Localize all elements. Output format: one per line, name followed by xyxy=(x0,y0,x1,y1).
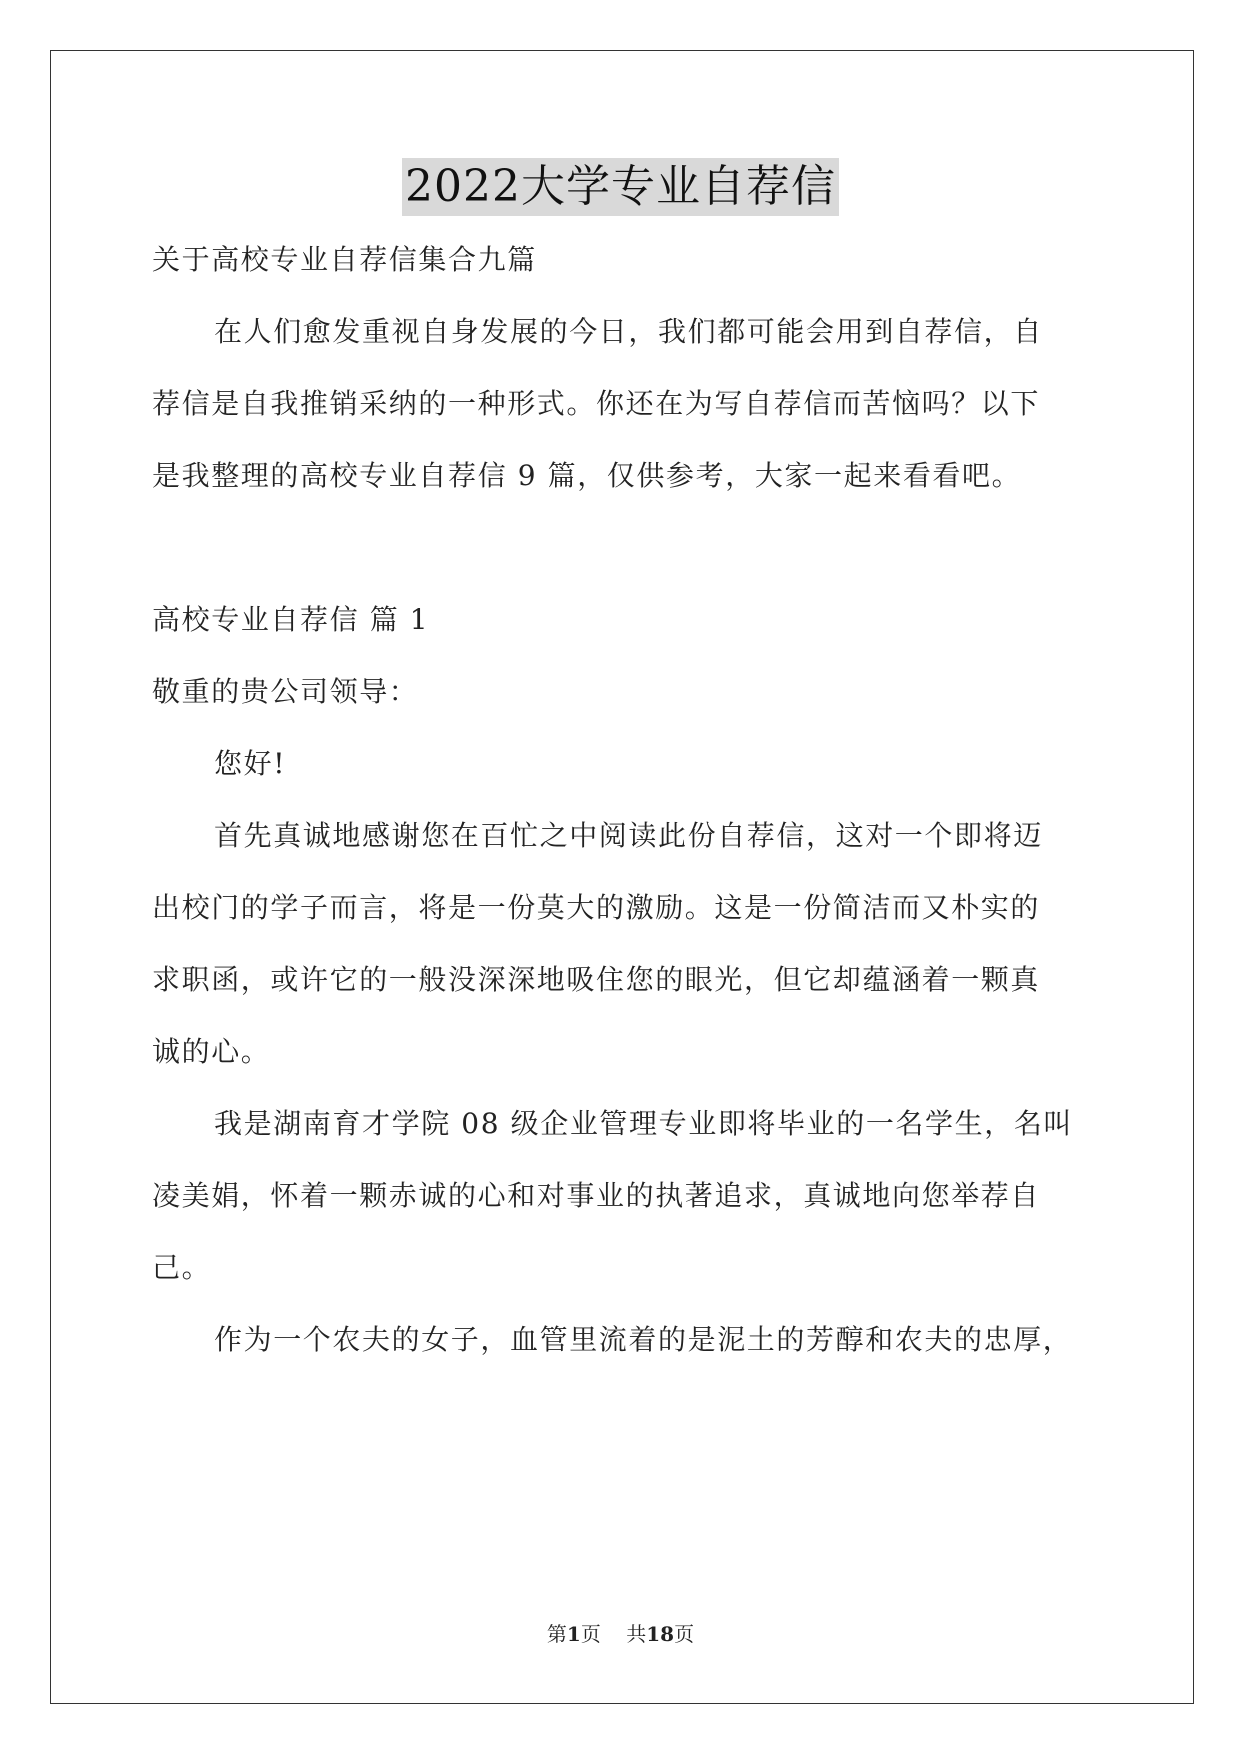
body-line-7: 己。 xyxy=(152,1251,212,1284)
section-heading: 高校专业自荐信 篇 1 xyxy=(152,603,430,636)
body-line-3: 求职函，或许它的一般没深深地吸住您的眼光，但它却蕴涵着一颗真 xyxy=(152,963,1041,996)
footer-total-pages: 18 xyxy=(646,1622,675,1646)
salutation: 敬重的贵公司领导： xyxy=(152,675,419,708)
body-line-6: 凌美娟，怀着一颗赤诚的心和对事业的执著追求，真诚地向您举荐自 xyxy=(152,1179,1041,1212)
title-container xyxy=(0,158,1241,216)
footer-page-suffix: 页 xyxy=(580,1622,601,1646)
footer-page-number: 1 xyxy=(566,1622,581,1646)
body-line-5: 我是湖南育才学院 08 级企业管理专业即将毕业的一名学生，名叫 xyxy=(214,1107,1074,1140)
body-line-1: 首先真诚地感谢您在百忙之中阅读此份自荐信，这对一个即将迈 xyxy=(214,819,1043,852)
body-line-4: 诚的心。 xyxy=(152,1035,271,1068)
intro-line-2: 荐信是自我推销采纳的一种形式。你还在为写自荐信而苦恼吗？以下 xyxy=(152,387,1041,420)
intro-line-1: 在人们愈发重视自身发展的今日，我们都可能会用到自荐信，自 xyxy=(214,315,1043,348)
greeting: 您好! xyxy=(214,747,287,780)
body-line-2: 出校门的学子而言，将是一份莫大的激励。这是一份简洁而又朴实的 xyxy=(152,891,1041,924)
footer-page-prefix: 第 xyxy=(546,1622,567,1646)
footer-total-prefix: 共 xyxy=(626,1622,647,1646)
footer-total-suffix: 页 xyxy=(674,1622,695,1646)
body-line-8: 作为一个农夫的女子，血管里流着的是泥土的芳醇和农夫的忠厚， xyxy=(214,1323,1073,1356)
page-border xyxy=(50,50,1194,1704)
page-footer xyxy=(0,1620,1241,1648)
document-title: 2022大学专业自荐信 xyxy=(402,158,839,216)
intro-line-3: 是我整理的高校专业自荐信 9 篇，仅供参考，大家一起来看看吧。 xyxy=(152,459,1022,492)
document-subtitle: 关于高校专业自荐信集合九篇 xyxy=(152,243,537,276)
